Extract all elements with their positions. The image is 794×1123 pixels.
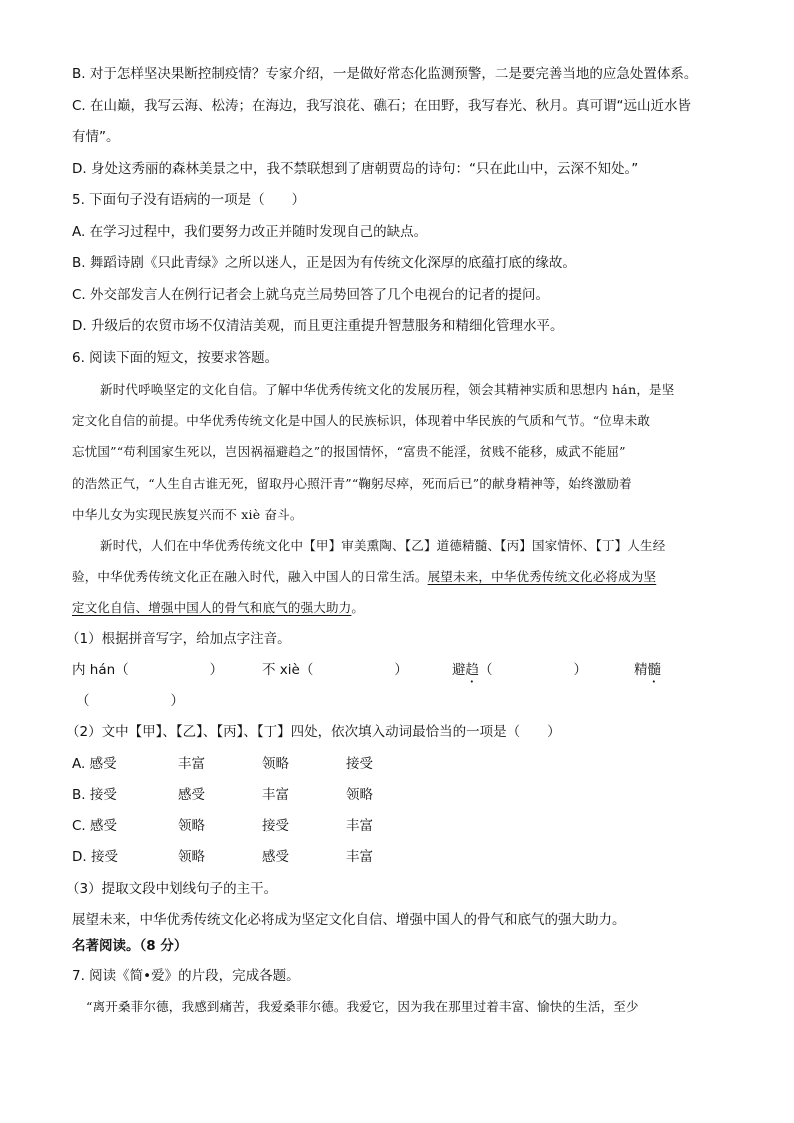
q6-sub-3: （3）提取文段中划线句子的主干。 <box>66 881 278 897</box>
q5-option-a: A. 在学习过程中，我们要努力改正并随时发现自己的缺点。 <box>72 224 428 240</box>
passage-p1-line5: 中华儿女为实现民族复兴而不 xiè 奋斗。 <box>72 507 303 522</box>
passage-p1-line2: 定文化自信的前提。中华优秀传统文化是中国人的民族标识，体现着中华民族的气质和气节。“位卑未敢 <box>72 413 651 428</box>
pinyin-item-han: 内 hán（ ） <box>72 662 224 678</box>
q6-2-option-d: D. 接受 领略 感受 丰富 <box>72 849 373 865</box>
blank: （ ） <box>479 662 587 678</box>
q4-option-c: C. 在山巅，我写云海、松涛；在海边，我写浪花、礁石；在田野，我写春光、秋月。真可谓“远山近水皆 <box>72 98 692 114</box>
q4-option-c-cont: 有情”。 <box>72 129 120 145</box>
period: 。 <box>351 600 365 615</box>
pinyin-item-jingsui-blank: （ ） <box>76 693 184 709</box>
q6-2-option-b: B. 接受 感受 丰富 领略 <box>72 787 373 803</box>
q6-2-option-c: C. 感受 领略 接受 丰富 <box>72 818 373 834</box>
underlined-sentence-end: 定文化自信、增强中国人的骨气和底气的强大助力 <box>72 600 352 615</box>
pinyin-item-xie: 不 xiè（ ） <box>262 662 408 678</box>
dotted-char-sui: 髓 <box>647 662 661 678</box>
char-bi: 避 <box>452 662 466 678</box>
passage-p1-line4: 的浩然正气，“人生自古谁无死，留取丹心照汗青”“鞠躬尽瘁，死而后已”的献身精神等，始终激励着 <box>72 476 632 491</box>
pinyin-item-jingsui <box>634 660 661 686</box>
pinyin-item-biqu <box>452 660 587 686</box>
section-heading: 名著阅读。（8 分） <box>72 938 188 954</box>
q5-option-c: C. 外交部发言人在例行记者会上就乌克兰局势回答了几个电视台的记者的提问。 <box>72 287 550 303</box>
question-5: 5. 下面句子没有语病的一项是（ ） <box>72 192 306 208</box>
q4-option-b: B. 对于怎样坚决果断控制疫情？专家介绍，一是做好常态化监测预警，二是要完善当地的应急处置体系。 <box>72 66 698 82</box>
passage-p1-line1: 新时代呼唤坚定的文化自信。了解中华优秀传统文化的发展历程，领会其精神实质和思想内 hán，是坚 <box>100 382 675 397</box>
passage-p2-line3 <box>72 598 732 618</box>
q6-sub-2: （2）文中【甲】、【乙】、【丙】、【丁】四处，依次填入动词最恰当的一项是（ ） <box>66 724 561 740</box>
passage-p2-line1: 新时代，人们在中华优秀传统文化中【甲】审美熏陶、【乙】道德精髓、【丙】国家情怀、【丁】人生经 <box>100 538 666 553</box>
q7-passage-line1: “离开桑菲尔德，我感到痛苦，我爱桑菲尔德。我爱它，因为我在那里过着丰富、愉快的生活，至少 <box>86 999 639 1014</box>
q6-2-option-a: A. 感受 丰富 领略 接受 <box>72 756 373 772</box>
underlined-sentence-start: 展望未来，中华优秀传统文化必将成为坚 <box>427 569 657 584</box>
q4-option-d: D. 身处这秀丽的森林美景之中，我不禁联想到了唐朝贾岛的诗句：“只在此山中，云深不知处。” <box>72 161 639 177</box>
char-jing: 精 <box>634 662 648 678</box>
q6-3-answer: 展望未来，中华优秀传统文化必将成为坚定文化自信、增强中国人的骨气和底气的强大助力。 <box>72 912 626 928</box>
q5-option-d: D. 升级后的农贸市场不仅清洁美观，而且更注重提升智慧服务和精细化管理水平。 <box>72 318 564 334</box>
passage-p2-line2-text: 验，中华优秀传统文化正在融入时代，融入中国人的日常生活。 <box>72 569 428 584</box>
passage-p2-line2 <box>72 567 732 587</box>
question-7: 7. 阅读《简•爱》的片段，完成各题。 <box>72 968 300 984</box>
q6-sub-1: （1）根据拼音写字，给加点字注音。 <box>66 631 291 647</box>
q5-option-b: B. 舞蹈诗剧《只此青绿》之所以迷人，正是因为有传统文化深厚的底蕴打底的缘故。 <box>72 255 576 271</box>
dotted-char-qu: 趋 <box>465 662 479 678</box>
passage-p1-line3: 忘忧国”“苟利国家生死以，岂因祸福避趋之”的报国情怀，“富贵不能淫，贫贱不能移，威武不能屈” <box>72 444 626 459</box>
question-6: 6. 阅读下面的短文，按要求答题。 <box>72 350 279 366</box>
